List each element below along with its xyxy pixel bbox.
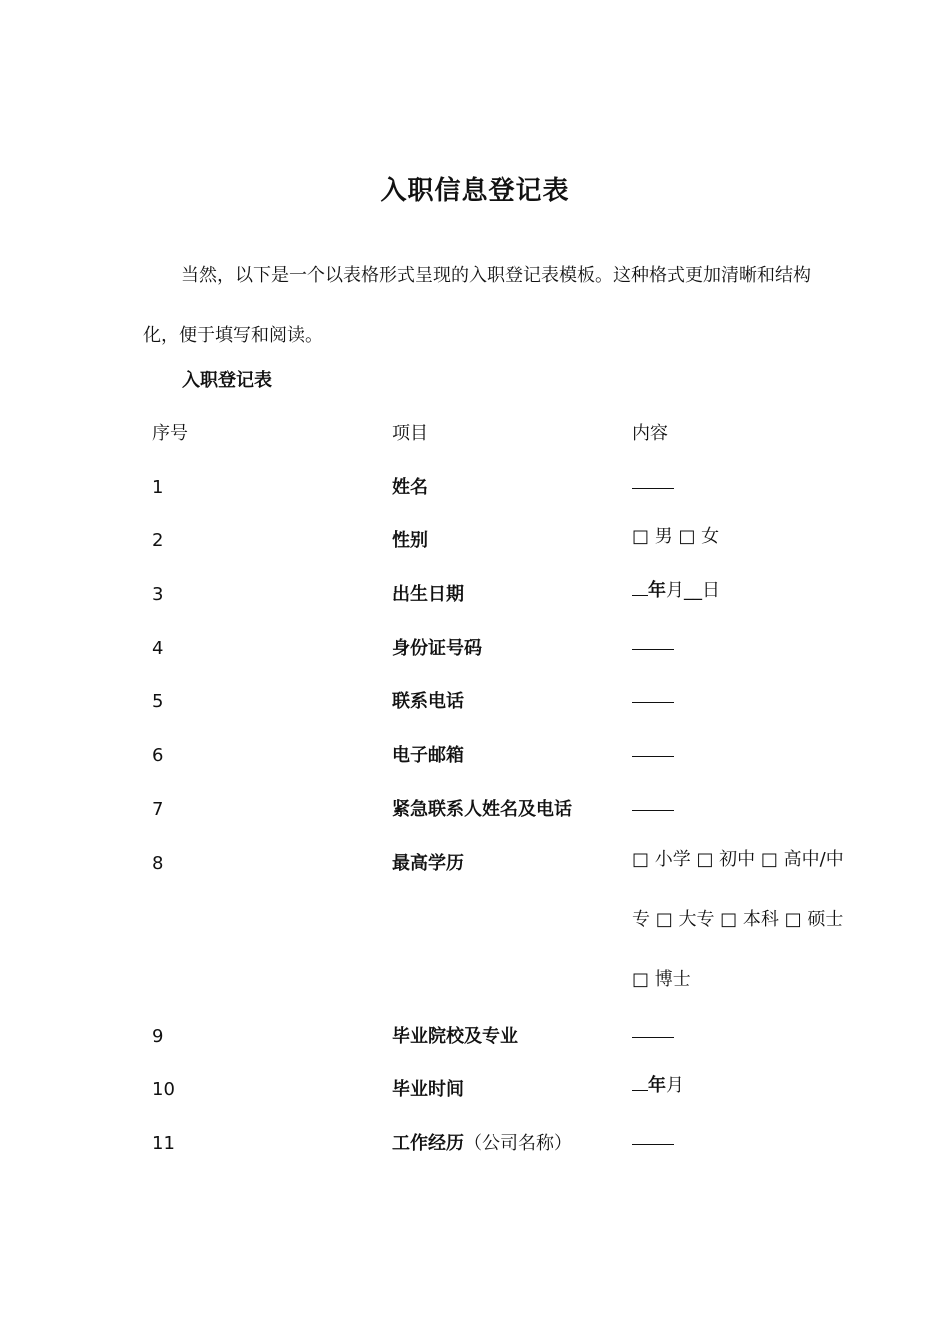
row-item: 毕业时间 bbox=[392, 1079, 464, 1101]
blank-line bbox=[632, 648, 674, 650]
row-item: 身份证号码 bbox=[392, 637, 482, 659]
row-content[interactable] bbox=[632, 1003, 857, 1063]
table-title: 入职登记表 bbox=[182, 370, 272, 391]
intro-paragraph: 当然，以下是一个以表格形式呈现的入职登记表模板。这种格式更加清晰和结构化，便于填写和阅读。 bbox=[143, 265, 811, 346]
row-no: 9 bbox=[152, 1025, 164, 1047]
blank-line bbox=[632, 809, 674, 811]
blank-line bbox=[632, 1036, 674, 1038]
row-no: 3 bbox=[152, 584, 164, 606]
row-content[interactable] bbox=[632, 454, 857, 514]
row-content[interactable]: □ 小学 □ 初中 □ 高中/中专 □ 大专 □ 本科 □ 硕士 □ 博士 bbox=[632, 848, 844, 990]
header-item: 项目 bbox=[392, 423, 428, 444]
table-row bbox=[152, 1130, 872, 1184]
registration-table bbox=[152, 420, 872, 1184]
row-item: 紧急联系人姓名及电话 bbox=[392, 798, 572, 820]
row-no: 8 bbox=[152, 852, 164, 874]
row-content[interactable] bbox=[632, 722, 857, 782]
document-title: 入职信息登记表 bbox=[380, 176, 570, 206]
row-content[interactable] bbox=[632, 615, 857, 675]
row-content[interactable] bbox=[632, 1110, 857, 1170]
row-no: 2 bbox=[152, 530, 164, 552]
blank-line bbox=[632, 1143, 674, 1145]
row-item bbox=[392, 1130, 632, 1158]
row-no: 7 bbox=[152, 798, 164, 820]
row-item: 性别 bbox=[392, 530, 428, 552]
row-item: 最高学历 bbox=[392, 852, 464, 874]
row-item-note: （公司名称） bbox=[464, 1132, 572, 1154]
row-no: 10 bbox=[152, 1079, 175, 1101]
table-row bbox=[152, 850, 872, 1023]
blank-line bbox=[632, 594, 648, 596]
row-content[interactable]: □ 男 □ 女 bbox=[632, 526, 720, 548]
row-item: 毕业院校及专业 bbox=[392, 1025, 518, 1047]
row-no: 5 bbox=[152, 691, 164, 713]
blank-line bbox=[632, 1089, 648, 1091]
month-day-label: 月__日 bbox=[666, 580, 720, 602]
blank-line bbox=[632, 755, 674, 757]
row-no: 1 bbox=[152, 476, 164, 498]
row-item: 姓名 bbox=[392, 476, 428, 498]
year-label: 年 bbox=[648, 1075, 666, 1097]
row-content[interactable] bbox=[632, 776, 857, 836]
row-item: 电子邮箱 bbox=[392, 745, 464, 767]
year-label: 年 bbox=[648, 580, 666, 602]
row-no: 11 bbox=[152, 1132, 175, 1154]
row-content[interactable] bbox=[632, 668, 857, 728]
blank-line bbox=[632, 487, 674, 489]
row-content[interactable] bbox=[632, 1056, 857, 1116]
row-no: 6 bbox=[152, 745, 164, 767]
header-content: 内容 bbox=[632, 423, 668, 444]
row-item-label: 工作经历 bbox=[392, 1132, 464, 1154]
row-no: 4 bbox=[152, 637, 164, 659]
header-no: 序号 bbox=[152, 423, 188, 444]
row-item: 出生日期 bbox=[392, 584, 464, 606]
month-label: 月 bbox=[666, 1075, 684, 1097]
blank-line bbox=[632, 701, 674, 703]
row-content[interactable] bbox=[632, 561, 857, 621]
row-item: 联系电话 bbox=[392, 691, 464, 713]
